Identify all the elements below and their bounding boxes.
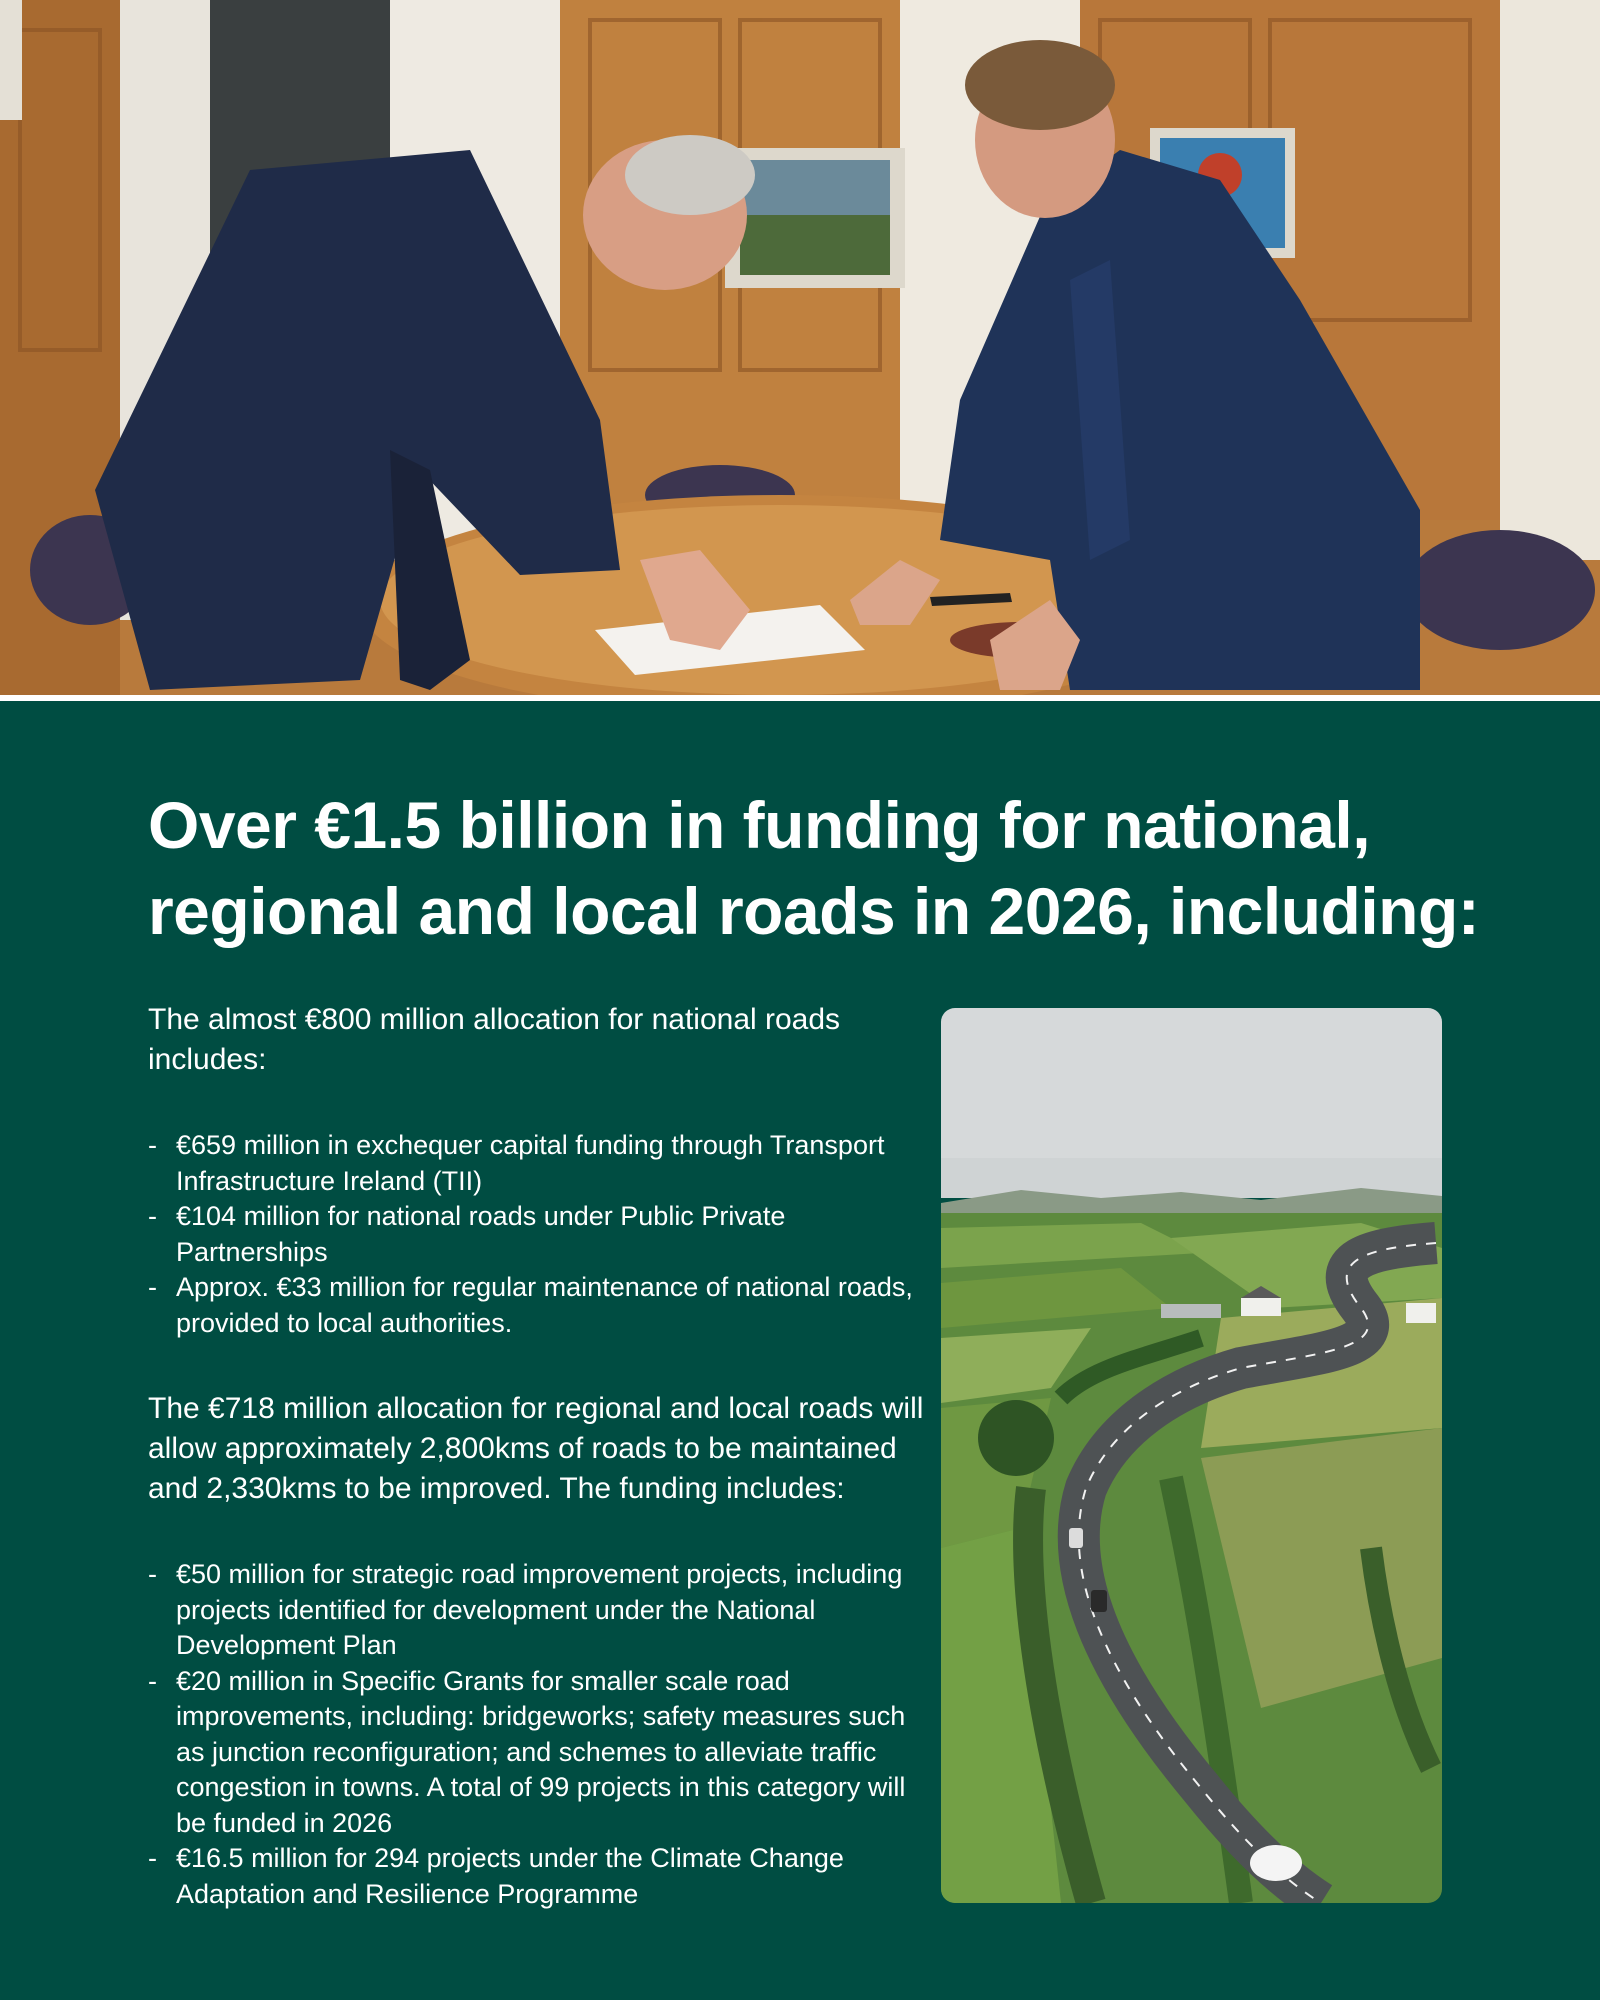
- list-item: [148, 1128, 928, 1199]
- list-item-text: Approx. €33 million for regular maintenance of national roads, provided to local authorities.: [176, 1272, 913, 1338]
- meeting-photo: [0, 0, 1600, 695]
- regional-roads-intro: The €718 million allocation for regional and local roads will allow approximately 2,800kms of roads to be maintained and 2,330kms to be improved. The funding includes:: [148, 1392, 924, 1505]
- photo-divider: [0, 695, 1600, 701]
- bullet-marker: -: [148, 1843, 157, 1873]
- road-photo: [941, 1008, 1442, 1903]
- list-item-text: €659 million in exchequer capital funding through Transport Infrastructure Ireland (TII): [176, 1130, 885, 1196]
- list-item-text: €104 million for national roads under Public Private Partnerships: [176, 1201, 786, 1267]
- bullet-marker: -: [148, 1559, 157, 1589]
- national-roads-intro: The almost €800 million allocation for national roads includes:: [148, 1003, 841, 1076]
- regional-roads-list: [148, 1557, 928, 1912]
- list-item: [148, 1270, 928, 1341]
- list-item: [148, 1841, 928, 1912]
- bullet-marker: -: [148, 1272, 157, 1302]
- bullet-marker: -: [148, 1130, 157, 1160]
- list-item-text: €16.5 million for 294 projects under the Climate Change Adaptation and Resilience Programme: [176, 1843, 844, 1909]
- list-item-text: €20 million in Specific Grants for smaller scale road improvements, including: bridgeworks; safety measures such as junction reconfiguration; and schemes to alleviate traffic congestion in towns. A total of 99 projects in this category will be funded in 2026: [176, 1665, 906, 1838]
- bullet-marker: -: [148, 1201, 157, 1231]
- list-item: [148, 1664, 928, 1842]
- title-line-1: Over €1.5 billion in funding for national,: [148, 788, 1371, 862]
- list-item: [148, 1199, 928, 1270]
- bullet-marker: -: [148, 1665, 157, 1696]
- list-item-text: €50 million for strategic road improvement projects, including projects identified for development under the National Development Plan: [176, 1559, 903, 1660]
- list-item: [148, 1557, 928, 1664]
- national-roads-list: [148, 1128, 928, 1341]
- body-text: [148, 1000, 928, 1960]
- title-line-2: regional and local roads in 2026, including:: [148, 874, 1480, 948]
- page-title: [148, 782, 1548, 954]
